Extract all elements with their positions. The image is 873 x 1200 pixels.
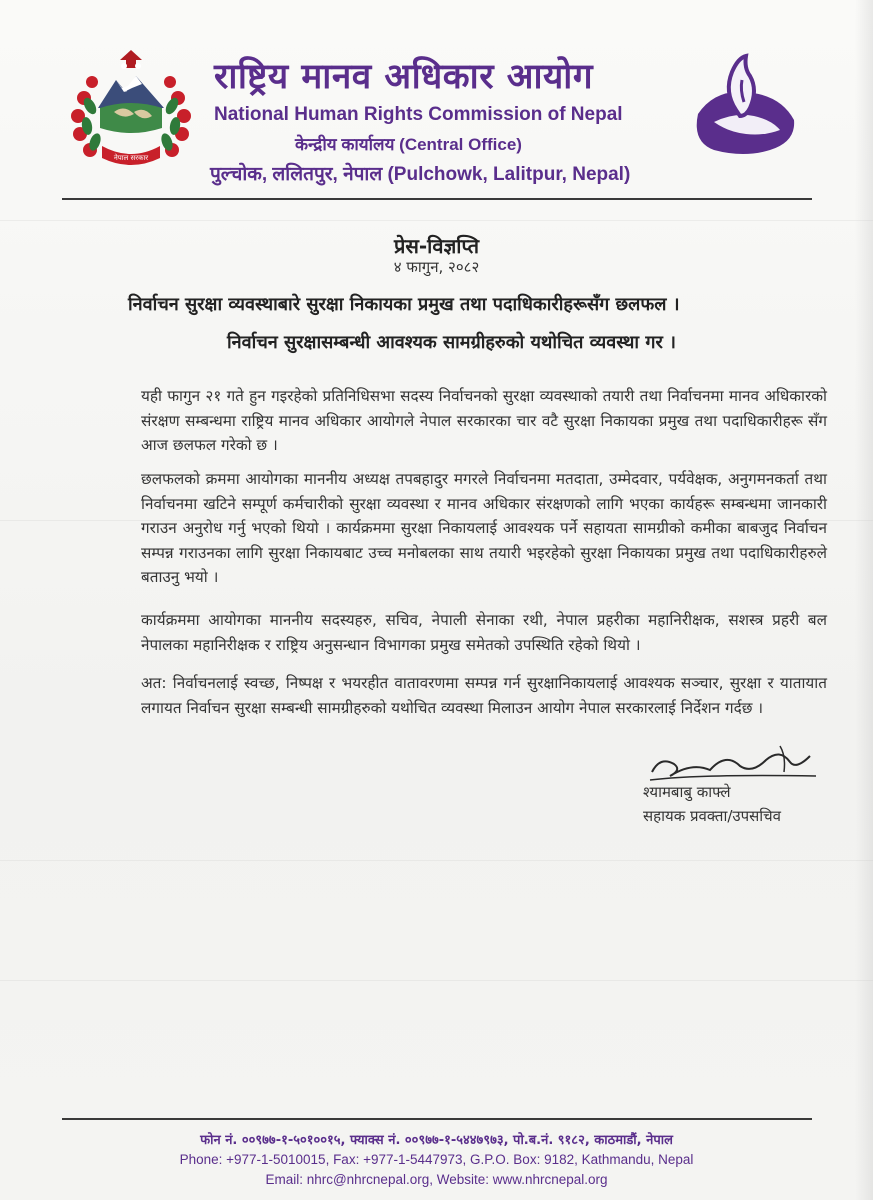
scan-artifact	[0, 860, 873, 861]
scan-artifact	[0, 220, 873, 221]
signatory-name: श्यामबाबु काफ्ले	[643, 783, 731, 801]
footer-contact-english: Phone: +977-1-5010015, Fax: +977-1-5447973, G.P.O. Box: 9182, Kathmandu, Nepal	[179, 1152, 694, 1167]
nepal-emblem-icon	[62, 46, 200, 176]
footer-divider	[62, 1118, 812, 1120]
body-paragraph: अत: निर्वाचनलाई स्वच्छ, निष्पक्ष र भयरहीत वातावरणमा सम्पन्न गर्न सुरक्षानिकायलाई आवश्यक सञ्चार, सुरक्षा र यातायात लगायत निर्वाचन सुरक्षा सम्बन्धी सामग्रीहरुको यथोचित व्यवस्था मिलाउन आयोग नेपाल सरकारलाई निर्देशन गर्दछ ।	[141, 674, 827, 717]
signatory-title: सहायक प्रवक्ता/उपसचिव	[643, 807, 782, 825]
org-title-english: National Human Rights Commission of Nepal	[214, 104, 623, 125]
org-title-nepali: राष्ट्रिय मानव अधिकार आयोग	[214, 57, 594, 97]
footer-contact-nepali: फोन नं. ००९७७-१-५०१००१५, फ्याक्स नं. ००९७७-१-५४४७९७३, पो.ब.नं. ९१८२, काठमाडौं, नेपाल	[200, 1133, 673, 1148]
headline-secondary: निर्वाचन सुरक्षासम्बन्धी आवश्यक सामग्रीहरुको यथोचित व्यवस्था गर ।	[227, 332, 676, 353]
office-address: पुल्चोक, ललितपुर, नेपाल (Pulchowk, Lalitpur, Nepal)	[210, 164, 631, 185]
scan-artifact	[0, 980, 873, 981]
office-name: केन्द्रीय कार्यालय (Central Office)	[295, 135, 522, 154]
body-paragraph: कार्यक्रममा आयोगका माननीय सदस्यहरु, सचिव, नेपाली सेनाका रथी, नेपाल प्रहरीका महानिरीक्षक, सशस्त्र प्रहरी बल नेपालका महानिरीक्षक र राष्ट्रिय अनुसन्धान विभागका प्रमुख समेतको उपस्थिति रहेको थियो ।	[141, 611, 827, 654]
press-release-date: ४ फागुन, २०८२	[393, 258, 480, 276]
footer-email-website: Email: nhrc@nhrcnepal.org, Website: www.nhrcnepal.org	[265, 1172, 608, 1187]
emblem-banner-text: नेपाल सरकार	[113, 154, 149, 162]
nhrc-logo-icon	[684, 50, 802, 166]
press-release-title: प्रेस-विज्ञप्ति	[393, 234, 480, 258]
page-edge-shadow	[855, 0, 873, 1200]
body-paragraph: यही फागुन २१ गते हुन गइरहेको प्रतिनिधिसभा सदस्य निर्वाचनको सुरक्षा व्यवस्थाको तयारी तथा निर्वाचनमा मानव अधिकारको संरक्षण सम्बन्धमा राष्ट्रिय मानव अधिकार आयोगले नेपाल सरकारका चार वटै सुरक्षा निकायका प्रमुख तथा पदाधिकारीहरू सँग आज छलफल गरेको छ ।	[141, 387, 827, 454]
header-divider	[62, 198, 812, 200]
body-paragraph: छलफलको क्रममा आयोगका माननीय अध्यक्ष तपबहादुर मगरले निर्वाचनमा मतदाता, उम्मेदवार, पर्यवेक्षक, अनुगमनकर्ता तथा निर्वाचनमा खटिने सम्पूर्ण कर्मचारीको सुरक्षा व्यवस्था र मानव अधिकार संरक्षणको लागि भएका कार्यहरू सम्बन्धमा जानकारी गराउन अनुरोध गर्नु भएको थियो । कार्यक्रममा सुरक्षा निकायलाई आवश्यक पर्ने सहायता सामग्रीको कमीका बाबजुद निर्वाचन सम्पन्न गराउनका लागि सुरक्षा निकायबाट उच्च मनोबलका साथ तयारी भइरहेको सुरक्षा निकायका प्रमुख तथा पदाधिकारीहरुले बताउनु भयो ।	[141, 470, 827, 586]
headline-primary: निर्वाचन सुरक्षा व्यवस्थाबारे सुरक्षा निकायका प्रमुख तथा पदाधिकारीहरूसँग छलफल ।	[128, 294, 680, 315]
